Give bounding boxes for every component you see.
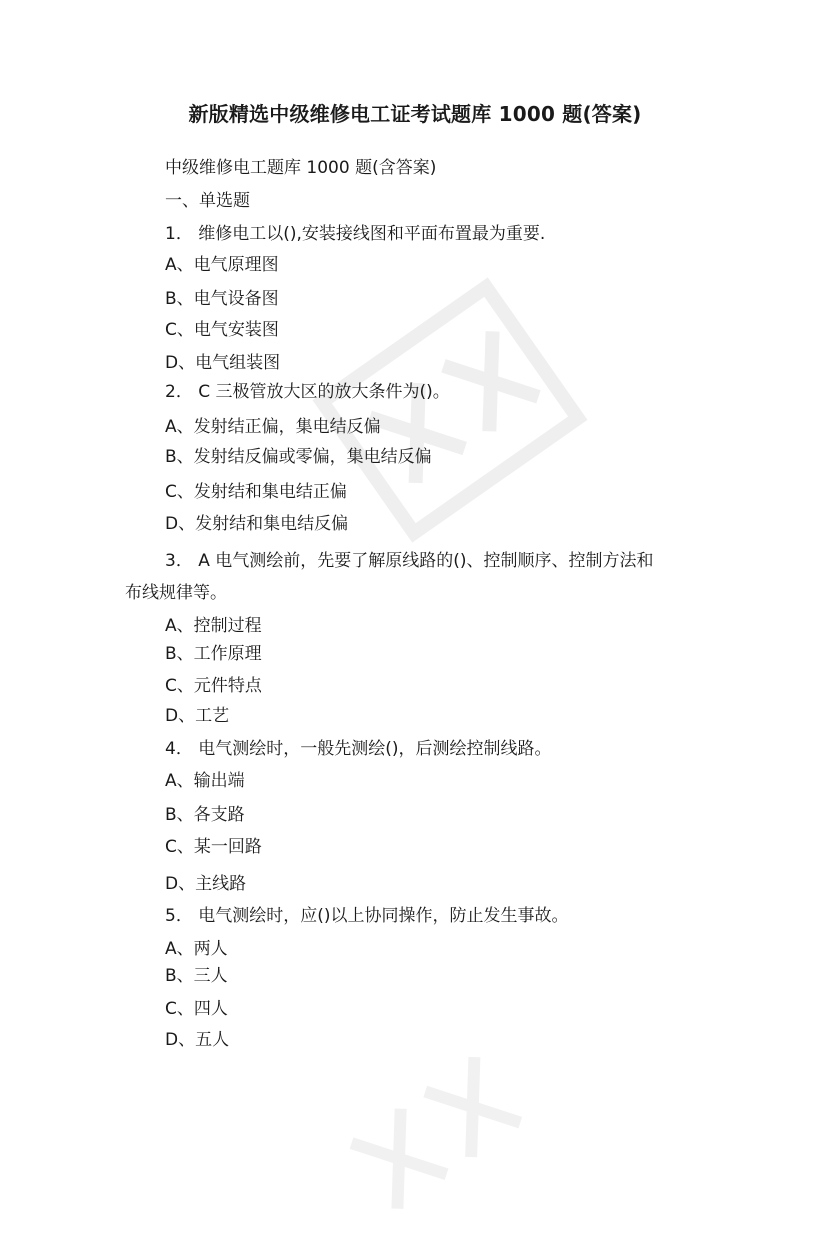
question-3-option-b: B、工作原理 — [165, 644, 262, 664]
question-1-stem: 1． 维修电工以(),安装接线图和平面布置最为重要. — [165, 224, 546, 244]
question-4-option-c: C、某一回路 — [165, 837, 262, 857]
question-3-option-a: A、控制过程 — [165, 616, 262, 636]
question-2-option-d: D、发射结和集电结反偏 — [165, 514, 349, 534]
document-subtitle: 中级维修电工题库 1000 题(含答案) — [165, 158, 437, 178]
question-2-option-b: B、发射结反偏或零偏，集电结反偏 — [165, 447, 432, 467]
question-2-option-c: C、发射结和集电结正偏 — [165, 482, 347, 502]
question-4-option-d: D、主线路 — [165, 874, 247, 894]
question-4-option-a: A、输出端 — [165, 771, 245, 791]
question-3-option-d: D、工艺 — [165, 706, 230, 726]
question-2-stem: 2． C 三极管放大区的放大条件为()。 — [165, 382, 450, 402]
question-5-stem: 5． 电气测绘时，应()以上协同操作，防止发生事故。 — [165, 906, 569, 926]
question-4-option-b: B、各支路 — [165, 805, 245, 825]
question-3-stem-line1: 3． A 电气测绘前，先要了解原线路的()、控制顺序、控制方法和 — [165, 551, 654, 571]
document-title: 新版精选中级维修电工证考试题库 1000 题(答案) — [188, 102, 642, 126]
question-5-option-b: B、三人 — [165, 966, 228, 986]
question-1-option-c: C、电气安装图 — [165, 320, 279, 340]
question-3-stem-line2: 布线规律等。 — [125, 583, 227, 603]
question-2-option-a: A、发射结正偏，集电结反偏 — [165, 417, 381, 437]
question-5-option-a: A、两人 — [165, 939, 228, 959]
question-1-option-a: A、电气原理图 — [165, 255, 279, 275]
question-5-option-d: D、五人 — [165, 1030, 230, 1050]
question-1-option-b: B、电气设备图 — [165, 289, 279, 309]
question-3-option-c: C、元件特点 — [165, 676, 262, 696]
watermark-logo-bottom — [324, 1023, 557, 1236]
section-heading: 一、单选题 — [165, 191, 250, 211]
question-4-stem: 4． 电气测绘时，一般先测绘()，后测绘控制线路。 — [165, 739, 552, 759]
question-5-option-c: C、四人 — [165, 999, 228, 1019]
question-1-option-d: D、电气组装图 — [165, 353, 281, 373]
